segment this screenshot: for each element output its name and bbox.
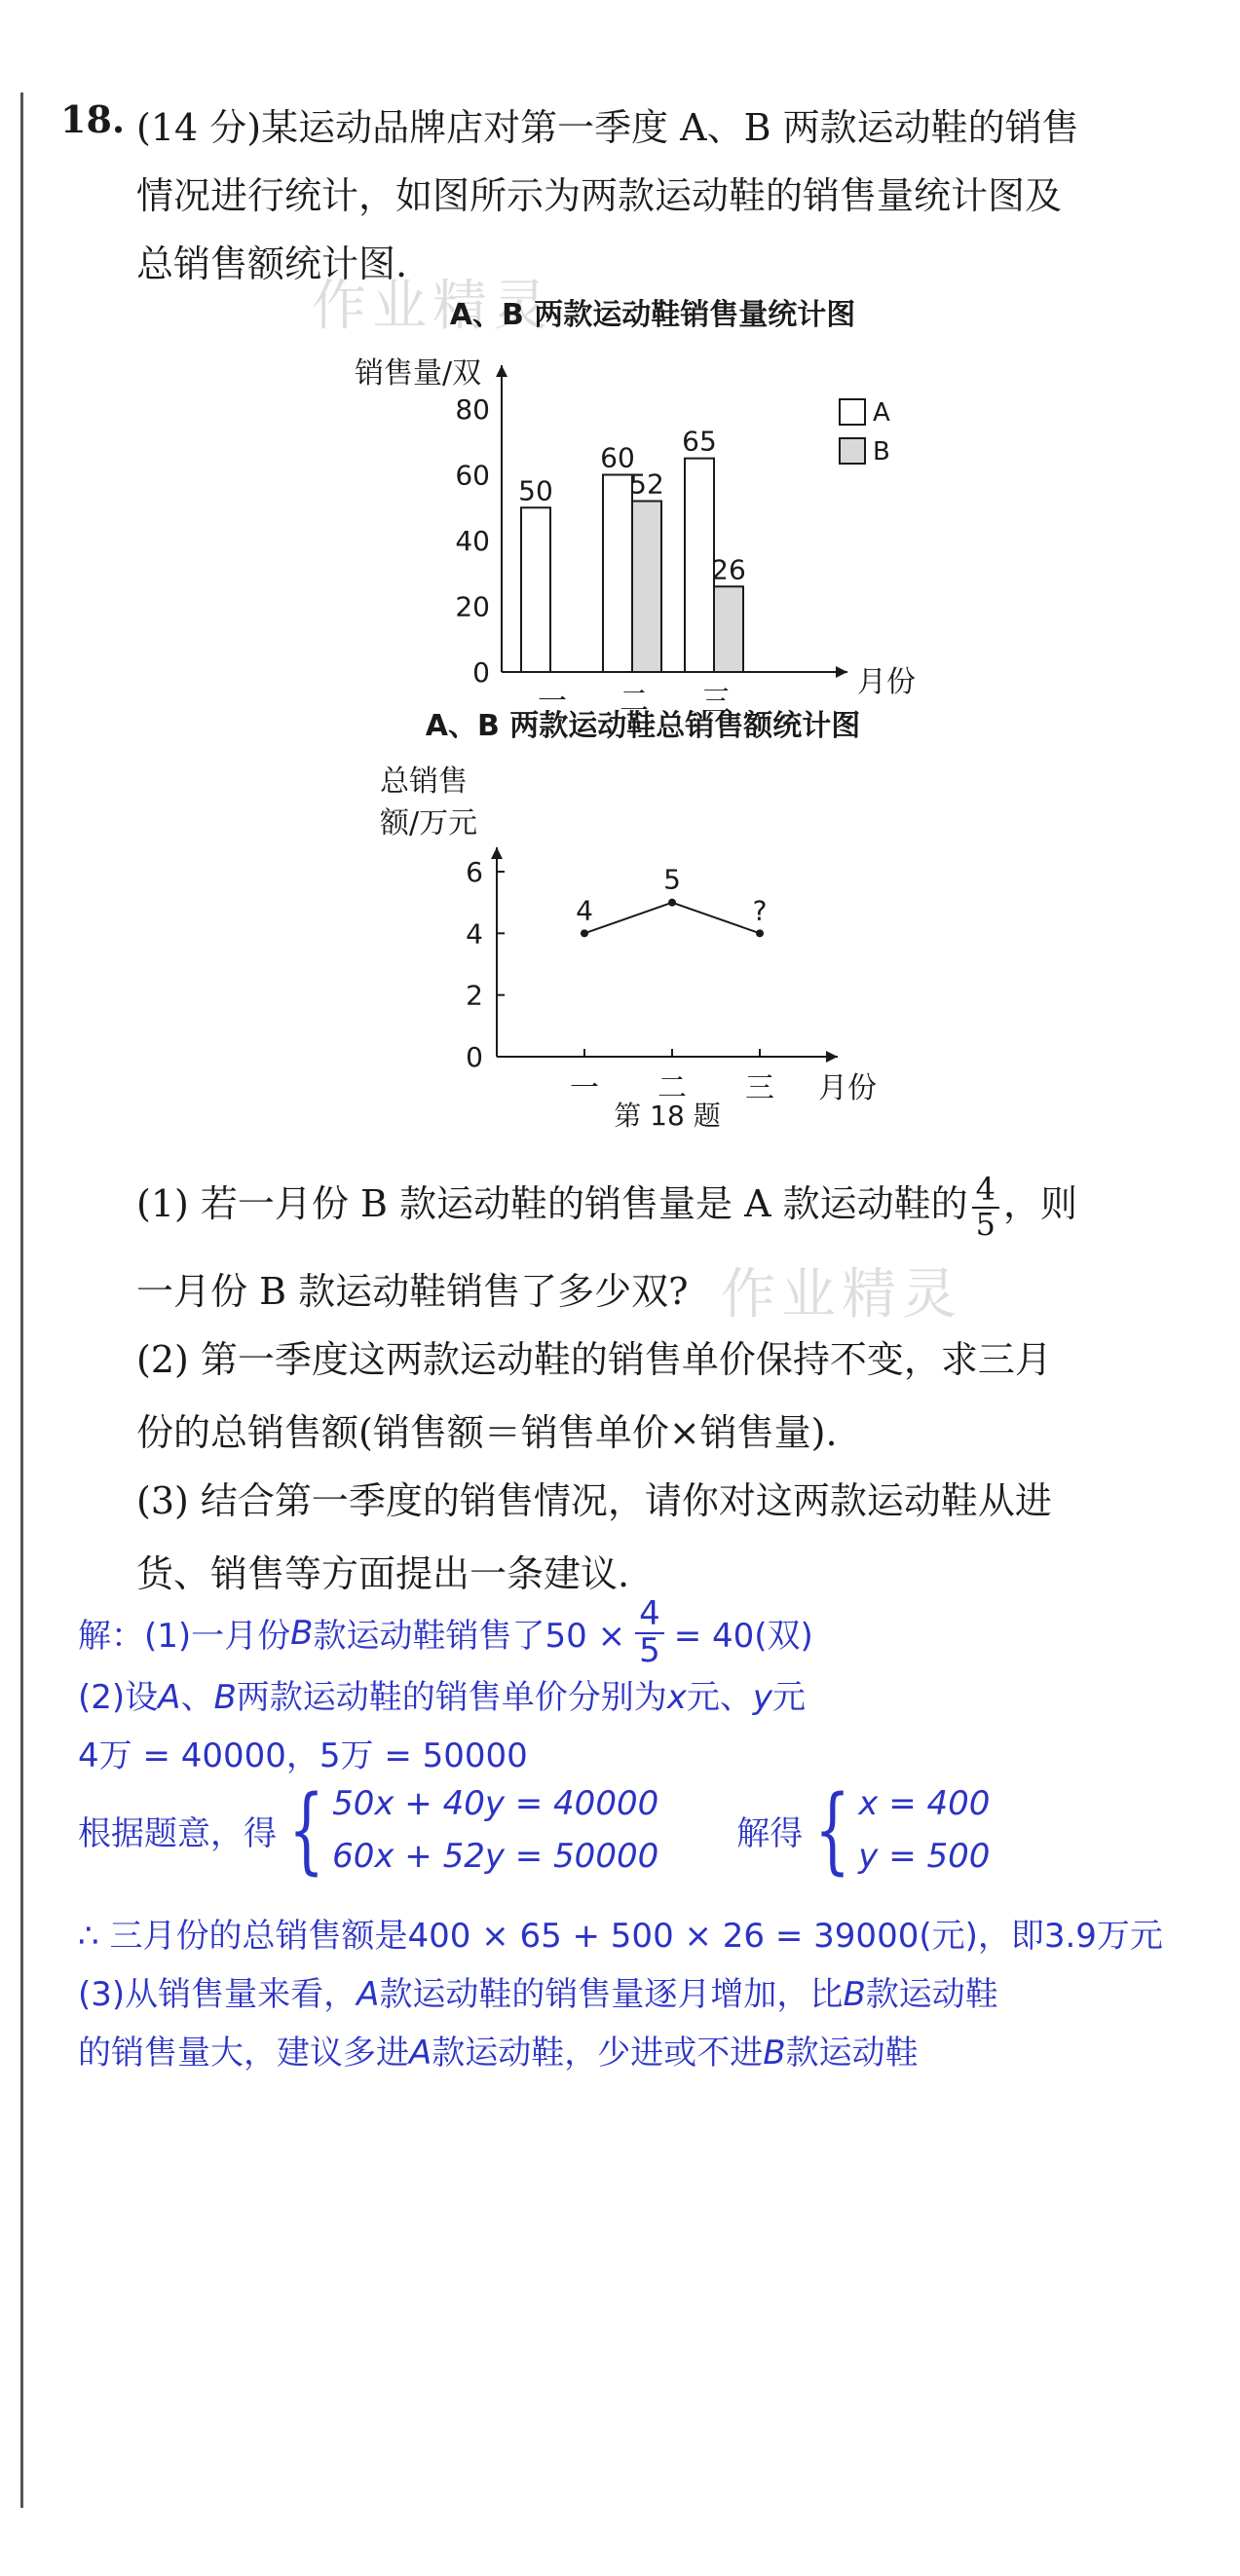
bar-data-label: 26 <box>711 553 746 586</box>
y-axis-arrow-icon <box>491 847 503 859</box>
y-tick-label: 0 <box>472 656 490 689</box>
solution-text: 款运动鞋销售了50 × <box>313 1617 626 1657</box>
question-1-fraction <box>972 1171 999 1243</box>
question-2-line-1: (2) 第一季度这两款运动鞋的销售单价保持不变，求三月 <box>136 1338 1052 1381</box>
y-tick-label: 80 <box>455 393 490 426</box>
x-tick-label: 三 <box>701 685 731 719</box>
problem-line-1: (14 分)某运动品牌店对第一季度 A、B 两款运动鞋的销售 <box>136 106 1079 149</box>
solution-var: B <box>213 1678 237 1717</box>
y-tick-label: 0 <box>466 1041 483 1073</box>
bar-B-2 <box>632 502 661 673</box>
legend-swatch-B <box>840 438 865 464</box>
bar-data-label: 50 <box>518 474 553 507</box>
line-point-2 <box>668 899 676 907</box>
solution-text: (3)从销售量来看， <box>78 1975 357 2014</box>
solution-line-6 <box>78 1967 998 2015</box>
equation-lines <box>332 1777 658 1883</box>
solution-var: x <box>666 1678 687 1717</box>
solution-text: (2)设 <box>78 1678 159 1717</box>
solution-text: 、 <box>180 1678 214 1717</box>
x-axis-label: 月份 <box>818 1071 877 1105</box>
question-1-text: (1) 若一月份 B 款运动鞋的销售量是 A 款运动鞋的 <box>136 1182 968 1226</box>
question-1-tail: ，则 <box>1002 1182 1077 1226</box>
solution-line-1 <box>78 1594 813 1670</box>
x-axis-arrow-icon <box>836 666 847 678</box>
question-3-line-1: (3) 结合第一季度的销售情况，请你对这两款运动鞋从进 <box>136 1479 1052 1522</box>
point-label: 4 <box>576 894 593 927</box>
solution-text: = 40(双) <box>673 1617 813 1657</box>
y-tick-label: 40 <box>455 525 490 557</box>
line-chart <box>360 701 906 1139</box>
line-chart-marks <box>576 864 767 938</box>
watermark-2: 作业精灵 <box>721 1263 962 1326</box>
solution-text: 款运动鞋 <box>865 1975 998 2014</box>
solution-text: 解：(1)一月份 <box>78 1617 291 1657</box>
answer-lines <box>858 1777 990 1883</box>
fraction-numerator: 4 <box>972 1174 999 1209</box>
solution-text: 元 <box>772 1678 807 1717</box>
solution-line-5: ∴ 三月份的总销售额是400 × 65 + 500 × 26 = 39000(元)，即3.9万元 <box>78 1917 1163 1956</box>
equation-system <box>277 1777 658 1883</box>
solution-var: A <box>357 1975 380 2014</box>
bar-chart <box>341 292 945 719</box>
sales-line <box>584 903 760 934</box>
bar-data-label: 65 <box>682 425 717 458</box>
point-label: ? <box>752 894 768 927</box>
equation-1: 50x + 40y = 40000 <box>332 1784 659 1823</box>
problem-line-3: 总销售额统计图. <box>136 243 408 285</box>
question-2-line-2: 份的总销售额(销售额＝销售单价×销售量). <box>136 1411 838 1454</box>
solution-text: 款运动鞋，少进或不进 <box>432 2034 764 2072</box>
solution-var: B <box>763 2034 786 2072</box>
legend-swatch-A <box>840 399 865 425</box>
solution-text: 款运动鞋的销售量逐月增加，比 <box>379 1975 844 2014</box>
solution-text: 根据题意，得 <box>78 1813 277 1853</box>
solution-line-3: 4万 = 40000，5万 = 50000 <box>78 1736 528 1775</box>
bar-data-label: 60 <box>600 441 635 474</box>
brace-icon: { <box>288 1775 324 1885</box>
solution-text: 两款运动鞋的销售单价分别为 <box>236 1678 667 1717</box>
solution-text: 的销售量大，建议多进 <box>78 2034 409 2072</box>
solution-fraction <box>635 1594 664 1670</box>
fraction-denominator: 5 <box>639 1630 660 1670</box>
bar-chart-ylabel: 销售量/双 <box>355 356 482 391</box>
point-label: 5 <box>663 863 681 896</box>
problem-line-2: 情况进行统计，如图所示为两款运动鞋的销售量统计图及 <box>136 174 1063 217</box>
solution-line-2 <box>78 1670 806 1718</box>
solution-text: 解得 <box>736 1813 804 1853</box>
solution-var: B <box>843 1975 866 2014</box>
bar-A-1 <box>521 507 550 672</box>
x-axis-label: 月份 <box>857 665 916 699</box>
watermark: 作业精灵 <box>312 275 553 338</box>
bar-A-3 <box>685 459 714 672</box>
y-tick-label: 20 <box>455 590 490 623</box>
bar-chart-title: A、B 两款运动鞋销售量统计图 <box>449 298 856 332</box>
x-tick-label: 三 <box>745 1071 774 1105</box>
y-axis-arrow-icon <box>496 365 507 377</box>
solution-var: A <box>409 2034 432 2072</box>
answer-2: y = 500 <box>858 1837 991 1876</box>
solution-var: y <box>752 1678 773 1717</box>
brace-icon: { <box>814 1775 851 1885</box>
solution-system <box>78 1777 990 1883</box>
solution-text: 元、 <box>686 1678 753 1717</box>
solution-line-7 <box>78 2026 919 2073</box>
figure-caption: 第 18 题 <box>614 1100 721 1132</box>
x-tick-label: 二 <box>658 1071 687 1105</box>
x-tick-label: 一 <box>570 1071 599 1105</box>
line-point-1 <box>581 929 588 937</box>
bar-data-label: 52 <box>629 467 664 501</box>
answer-system <box>803 1777 990 1883</box>
x-tick-label: 一 <box>538 685 567 719</box>
x-tick-label: 二 <box>620 685 649 719</box>
question-1-line-2: 一月份 B 款运动鞋销售了多少双? <box>136 1270 689 1313</box>
legend-label-A: A <box>873 398 890 428</box>
solution-var: B <box>290 1613 314 1653</box>
solution-var: A <box>158 1678 181 1717</box>
line-point-3 <box>756 929 764 937</box>
y-tick-label: 6 <box>466 856 483 888</box>
bar-B-3 <box>714 586 743 672</box>
bar-chart-marks <box>518 426 746 672</box>
equation-2: 60x + 52y = 50000 <box>332 1837 659 1876</box>
question-1-line-1 <box>136 1171 1077 1243</box>
y-tick-label: 4 <box>466 917 483 951</box>
question-3-line-2: 货、销售等方面提出一条建议. <box>136 1552 630 1595</box>
line-chart-ylabel-2: 额/万元 <box>380 806 478 840</box>
solution-text: 款运动鞋 <box>785 2034 919 2072</box>
x-axis-arrow-icon <box>826 1051 838 1063</box>
bar-A-2 <box>603 475 632 673</box>
line-chart-title: A、B 两款运动鞋总销售额统计图 <box>425 709 861 743</box>
answer-1: x = 400 <box>858 1784 991 1823</box>
fraction-denominator: 5 <box>975 1205 996 1243</box>
y-tick-label: 2 <box>466 979 483 1012</box>
y-tick-label: 60 <box>455 459 490 492</box>
bar-chart-legend <box>840 398 890 467</box>
line-chart-ylabel-1: 总销售 <box>380 765 468 799</box>
left-margin-rule <box>20 93 23 2508</box>
legend-label-B: B <box>873 437 890 467</box>
fraction-numerator: 4 <box>635 1597 664 1634</box>
problem-number: 18. <box>60 97 126 141</box>
